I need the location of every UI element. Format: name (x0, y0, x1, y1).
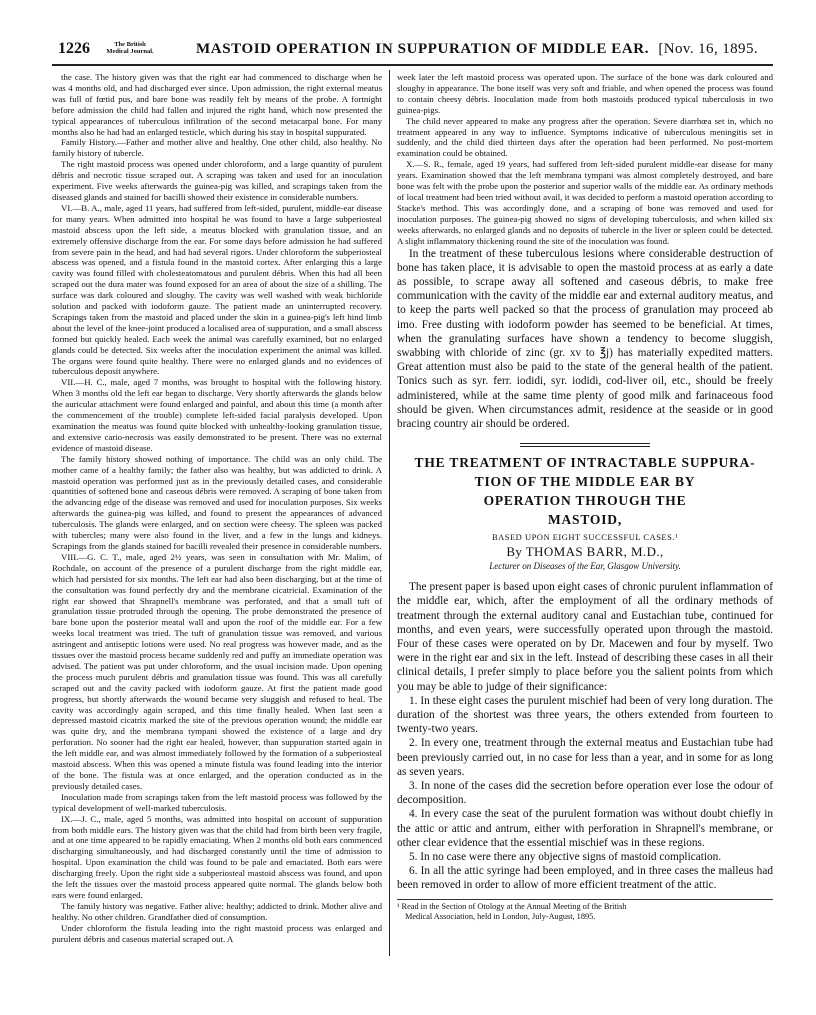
paragraph: The family history was negative. Father alive: healthy; addicted to drink. Mother alive and healthy. No other children. Grandfather died of consumption. (52, 900, 382, 922)
paragraph: the case. The history given was that the right ear had commenced to discharge when he was 4 months old, and had discharged ever since. Upon admission, the right external meatus was full of fœtid pus, and bare bone was readily felt by means of the probe. A fortnight before admission the child had fallen and injured the right hand, which now presented the typical appearances of tuberculous infiltration of the second metacarpal bone. For many months also he had had an enlarged testicle, which during his stay in hospital suppurated. (52, 72, 382, 137)
paragraph: The family history showed nothing of importance. The child was an only child. The mother came of a healthy family; the father also was healthy, but was addicted to drink. A mastoid operation was performed just as in the previously detailed cases, and considerable quantities of softened bone and caseous débris were removed. A scraping of bone taken from the advancing edge of the disease was removed and used for inoculation purposes. Six weeks afterwards the guinea-pig was killed, and found to present the appearances of advanced tuberculosis. The glands were enlarged, and on section were cheesy. The spleen was packed with tubercles; many were also found in the liver, and a few in the lungs and kidneys. Scrapings from the glands stained for bacilli revealed their presence in considerable numbers. (52, 453, 382, 551)
paragraph: The child never appeared to make any progress after the operation. Severe diarrhœa set in, which no treatment appeared in any way to influence. Symptoms indicative of tuberculous meningitis set in suddenly, and the child died thirteen days after the operation had been performed. No post-mortem examination could be obtained. (397, 115, 773, 159)
issue-date: [Nov. 16, 1895. (658, 41, 758, 57)
journal-name-line1: The British (114, 41, 146, 48)
paragraph: X.—S. R., female, aged 19 years, had suffered from left-sided purulent middle-ear disease for many years. Examination showed that the left membrana tympani was almost completely destroyed, and bare bone was felt with the probe upon the posterior and superior walls of the middle ear. As ordinary methods of local treatment had been tried without avail, it was decided to perform a mastoid operation according to Stacke's method. This was accordingly done, and a scraping of bone was removed and used for inoculation purposes. The guinea-pig showed no signs of developing tuberculosis, and when killed six weeks afterwards, no enlarged glands and no deposits of tubercle in the liver or spleen could be detected. A slight inflammatory thickening round the site of the inoculation was found. (397, 159, 773, 246)
paragraph: The present paper is based upon eight cases of chronic purulent inflammation of the middle ear, which, after the employment of all the ordinary methods of treatment through the external auditory canal and Eustachian tube, continued for months, and even years, were successfully operated upon through the mastoid. Four of these cases were operated on by Dr. Macewen and four by myself. Two were in the right ear and six in the left. Instead of describing these cases in all their clinical details, I prefer simply to place before you the salient points from which you may be able to judge of their significance: (397, 581, 773, 693)
paragraph: 1. In these eight cases the purulent mischief had been of very long duration. The duration of the shortest was three years, the others extended from fourteen to twenty-two years. (397, 694, 773, 736)
section-separator (520, 443, 650, 444)
paragraph: 4. In every case the seat of the purulent formation was without doubt chiefly in the attic or attic and antrum, either with perforation in Shrapnell's membrane, or other clear evidence that the essential mischief was in these regions. (397, 808, 773, 849)
paragraph: 5. In no case were there any objective signs of mastoid complication. (409, 851, 722, 863)
journal-name-line2: Medical Journal. (106, 48, 154, 55)
author-affiliation: Lecturer on Diseases of the Ear, Glasgow University. (489, 561, 681, 572)
paragraph: Family History.—Father and mother alive and healthy. One other child, also healthy. No family history of tubercle. (52, 137, 382, 159)
article-title-line4: MASTOID, (547, 512, 623, 528)
paragraph: Inoculation made from scrapings taken from the left mastoid process was followed by the typical development of well-marked tuberculosis. (52, 791, 382, 813)
paragraph: 2. In every one, treatment through the external meatus and Eustachian tube had been previously carried out, in no case for less than a year, and in some for as long as seven years. (397, 737, 773, 778)
left-column (52, 72, 382, 945)
article-author: By THOMAS BARR, M.D., (506, 544, 664, 560)
paragraph: VIII.—G. C. T., male, aged 2½ years, was seen in consultation with Mr. Malim, of Rochdale, on account of the presence of a purulent discharge from the right middle ear, which had persisted for six months. The left ear had also been discharging, but at the time of the consultation was found perfectly dry and the membrane cicatricial. Examination of the right ear showed that Shrapnell's membrane was perforated, and that a small tuft of granulation tissue protruded through the opening. The probe demonstrated the presence of bare bone upon the posterior meatal wall and upon the roof of the middle ear. For a few weeks local treatment was tried. The tuft of granulation tissue was removed, and various astringent and antiseptic lotions were used. No real progress was however made, and as the tissues over the mastoid process became suddenly red and puffy an immediate operation was advised. The patient was put under chloroform, and the usual incision made. Upon opening the process much purulent débris and granulation tissue was found. This was all carefully scraped out and the cavity packed with iodoform gauze. At first the patient made good progress, but shortly afterwards the wound became very sluggish and refused to heal. The cavity was accordingly again scraped, and this time finally healed. When last seen a depressed mastoid cicatrix marked the site of the previous operation wound; the middle ear was quite dry, and the membrana tympani showed the existence of a large and dry perforation. No sooner had the right ear healed, however, than suppuration started again in the left middle ear, and was almost immediately followed by the formation of a subperiosteal mastoid abscess. When this was opened a minute fistula was found leading into the interior of the bone. The fistula was at once enlarged, and the operation conducted as in the previously detailed cases. (52, 551, 382, 791)
journal-name (106, 41, 154, 55)
article-body (397, 580, 773, 892)
treatment-section (397, 247, 773, 432)
section-separator-lower (520, 446, 650, 447)
paragraph: 6. In all the attic syringe had been employed, and in three cases the malleus had been removed in order to allow of more efficient treatment of the attic. (397, 865, 773, 892)
paragraph: week later the left mastoid process was operated upon. The surface of the bone was dark coloured and sloughy in appearance. The bone itself was very soft and friable, and when opened the process was found to contain cheesy débris. Inoculation made from both mastoids produced typical tuberculosis in two guinea-pigs. (397, 72, 773, 115)
article-title-line1: THE TREATMENT OF INTRACTABLE SUPPURA- (414, 455, 756, 471)
footnote-line2: Medical Association, held in London, July-August, 1895. (405, 911, 596, 921)
footnote-line1: ¹ Read in the Section of Otology at the Annual Meeting of the British (397, 901, 627, 911)
column-divider (389, 70, 390, 956)
paragraph: In the treatment of these tuberculous lesions where considerable destruction of bone has taken place, it is advisable to open the mastoid process at as early a date as possible, to scrape away all softened and caseous débris, to make free communication with the cavity of the middle ear and external auditory meatus, and to keep the parts well packed so that the process of granulation may proceed ab imo. Free dusting with iodoform powder has seemed to be beneficial. At times, when the granulating surfaces have shown a tendency to become sluggish, swabbing with chloride of zinc (gr. xv to ℥j) has materially expedited matters. Great attention must also be paid to the state of the general health of the patient. Tonics such as syr. ferr. iodidi, syr. iodidi, cod-liver oil, etc., should be freely administered, while at the same time plenty of good milk and farinaceous food should be given. When circumstances admit, residence at the seaside or in good bracing country air should be ordered. (397, 247, 773, 430)
running-title: MASTOID OPERATION IN SUPPURATION OF MIDDLE EAR. (196, 41, 650, 57)
article-title-line2: TION OF THE MIDDLE EAR BY (474, 474, 696, 490)
article-subtitle: BASED UPON EIGHT SUCCESSFUL CASES.¹ (491, 532, 679, 543)
right-column (397, 72, 773, 922)
paragraph: IX.—J. C., male, aged 5 months, was admitted into hospital on account of suppuration from both middle ears. The history given was that the child had from birth been very fragile, and at one time appeared to be rapidly emaciating. When 2 months old both ears commenced discharging simultaneously, and had discharged constantly until the time of admission to hospital. Upon examination the child was found to be pale and emaciated. Both ears were discharging freely. Upon the right side a subperiosteal mastoid abscess was found, and upon the left the tissues over the mastoid process appeared quite normal. The glands below both ears were found enlarged. (52, 813, 382, 900)
header-rule (52, 64, 773, 66)
page-number: 1226 (58, 40, 90, 57)
paragraph: The right mastoid process was opened under chloroform, and a large quantity of purulent débris and necrotic tissue scraped out. A scraping was taken and used for an inoculation experiment. Five weeks afterwards the guinea-pig was killed, and scrapings taken from the diseased glands and stained for bacilli showed their existence in considerable numbers. (52, 159, 382, 202)
paragraph: Under chloroform the fistula leading into the right mastoid process was enlarged and purulent débris and caseous material scraped out. A (52, 922, 382, 944)
paragraph: VI.—B. A., male, aged 11 years, had suffered from left-sided, purulent, middle-ear disease for many years. When admitted into hospital he was found to have a large subperiosteal mastoid abscess upon the left side, a meatus blocked with granulation tissue, and an extremely offensive discharge from the ear. For some days before admission he had suffered from severe pain in the head, and had had several rigors. Under chloroform the subperiosteal abscess was opened, and a fistula found in the mastoid cortex. After enlarging this a large cavity was found filled with cholesteatomatous and purulent débris. When this had all been scraped out the dura mater was found exposed for an area of about the size of a shilling. The surface was dark coloured and sloughy. The cavity was well washed with weak bichloride solution and packed with iodoform gauze. The patient made an uninterrupted recovery. Scrapings taken from the mastoid and placed under the skin in a guinea-pig's left hind limb about the level of the knee-joint produced a localised area of suppuration, and a small abscess formed but quickly healed. Each week the animal was carefully examined, but no enlarged glands could be detected. Six weeks after the inoculation experiment the animal was killed. The organs were found quite healthy. There were no enlarged glands and no evidences of tuberculous deposit anywhere. (52, 202, 382, 377)
article-title (397, 453, 773, 529)
paragraph: VII.—H. C., male, aged 7 months, was brought to hospital with the following history. When 3 months old the left ear began to discharge. Very shortly afterwards the glands below the auricular attachment were found enlarged and painful, and about this time (a month after the commencement of the trouble) complete left-sided facial paralysis developed. Upon examination the meatus was found quite blocked with unhealthy-looking granulation tissue, and extensive cario-necrosis was easily demonstrated to be present. There was no external evidence of mastoid disease. (52, 377, 382, 453)
running-header (58, 40, 758, 62)
footnote (397, 899, 773, 922)
paragraph: 3. In none of the cases did the secretion before operation ever lose the odour of decomposition. (397, 779, 773, 807)
case-notes-continued (397, 72, 773, 247)
article-title-line3: OPERATION THROUGH THE (483, 493, 687, 509)
article (397, 453, 773, 921)
